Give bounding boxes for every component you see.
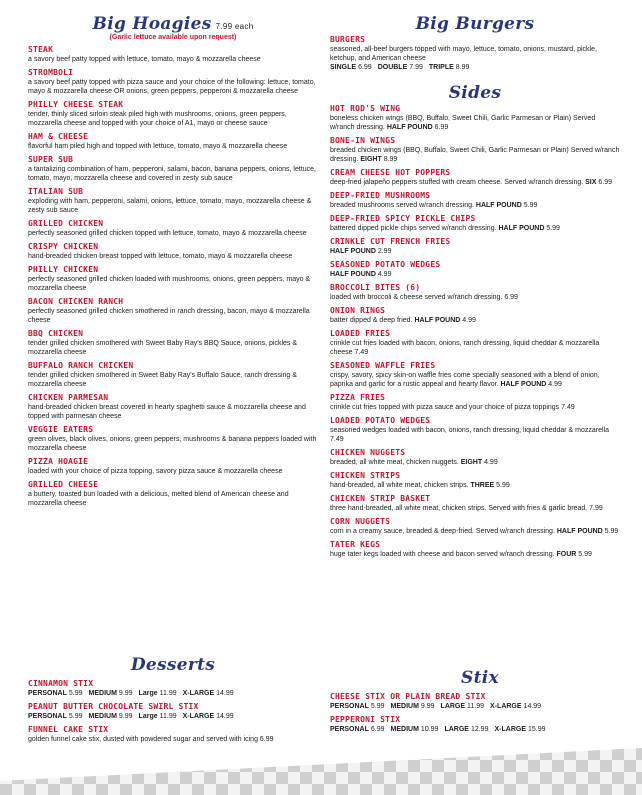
- item-name: CHICKEN NUGGETS: [330, 448, 406, 457]
- item-name: SUPER SUB: [28, 155, 74, 164]
- item-name: CRISPY CHICKEN: [28, 242, 99, 251]
- item-name: STEAK: [28, 45, 54, 54]
- menu-item: [28, 296, 318, 325]
- menu-item: [28, 456, 318, 476]
- burgers-title: Big Burgers: [415, 14, 535, 34]
- size-label: MEDIUM: [88, 713, 117, 720]
- size-label: MEDIUM: [390, 703, 419, 710]
- item-name: PEPPERONI STIX: [330, 715, 401, 724]
- size-label: PERSONAL: [330, 726, 369, 733]
- hoagies-price: 7.99 each: [215, 22, 254, 31]
- size-price: 6.99: [358, 64, 372, 71]
- item-name: CORN NUGGETS: [330, 517, 391, 526]
- side-item: [330, 392, 620, 412]
- size-label: X-LARGE: [490, 703, 522, 710]
- item-desc: [330, 426, 620, 444]
- side-item: [330, 135, 620, 164]
- item-desc: golden funnel cake stix, dusted with powdered sugar and served with icing 6.99: [28, 736, 274, 743]
- hoagies-title: Big Hoagies: [92, 14, 212, 34]
- item-desc: [330, 178, 620, 187]
- size-label: X-LARGE: [182, 713, 215, 720]
- portion-label: HALF POUND: [386, 124, 433, 131]
- item-name: SEASONED WAFFLE FRIES: [330, 361, 436, 370]
- size-label: PERSONAL: [28, 713, 67, 720]
- size-price: 11.99: [159, 713, 177, 720]
- menu-item: [28, 218, 318, 238]
- item-name: GRILLED CHEESE: [28, 480, 99, 489]
- item-price: 8.99: [381, 156, 398, 163]
- item-name: BUFFALO RANCH CHICKEN: [28, 361, 134, 370]
- item-desc: flavorful ham piled high and topped with lettuce, tomato, mayo & mozzarella cheese: [28, 143, 288, 150]
- side-item: [330, 470, 620, 490]
- item-name: CHEESE STIX OR PLAIN BREAD STIX: [330, 692, 486, 701]
- item-desc: tender grilled chicken smothered with Sweet Baby Ray's BBQ Sauce, onions, pickles & mozzarella cheese: [28, 340, 298, 356]
- side-item: [330, 328, 620, 357]
- stix-title: Stix: [461, 668, 499, 688]
- item-name: LOADED POTATO WEDGES: [330, 416, 431, 425]
- right-column: [330, 14, 620, 562]
- item-name: DEEP-FRIED SPICY PICKLE CHIPS: [330, 214, 476, 223]
- portion-label: HALF POUND: [556, 528, 603, 535]
- item-desc: [330, 201, 620, 210]
- item-desc: [330, 371, 620, 389]
- portion-label: HALF POUND: [414, 317, 461, 324]
- item-price: 6.99: [596, 179, 613, 186]
- portion-label: EIGHT: [360, 156, 382, 163]
- side-item: [330, 259, 620, 279]
- item-desc: loaded with your choice of pizza topping, savory pizza sauce & mozzarella cheese: [28, 468, 283, 475]
- item-desc: a savory beef patty topped with lettuce, tomato, mayo & mozzarella cheese: [28, 56, 261, 63]
- item-desc-text: loaded with broccoli & cheese served w/ranch dressing. 6.99: [330, 294, 518, 301]
- size-price: 11.99: [159, 690, 177, 697]
- menu-item: [28, 241, 318, 261]
- item-desc-text: three hand-breaded, all white meat, chicken strips. Served with fries & garlic bread. 7.99: [330, 505, 603, 512]
- item-desc: [330, 527, 620, 536]
- item-name: BBQ CHICKEN: [28, 329, 84, 338]
- item-name: DEEP-FRIED MUSHROOMS: [330, 191, 431, 200]
- size-price: 6.99: [370, 726, 385, 733]
- item-name: BROCCOLI BITES (6): [330, 283, 421, 292]
- item-desc-text: hand-breaded, all white meat, chicken strips.: [330, 482, 471, 489]
- item-name: GRILLED CHICKEN: [28, 219, 104, 228]
- size-price: 11.99: [467, 703, 485, 710]
- size-price: 14.99: [216, 713, 234, 720]
- portion-label: SIX: [585, 179, 597, 186]
- item-desc-text: crinkle cut fries loaded with bacon, onions, ranch dressing, liquid cheddar & mozzarella cheese 7.49: [330, 340, 600, 356]
- menu-item: [28, 328, 318, 357]
- item-name: VEGGIE EATERS: [28, 425, 94, 434]
- sides-title: Sides: [448, 83, 502, 103]
- item-desc: a buttery, toasted bun loaded with a delicious, melted blend of American cheese and mozzarella cheese: [28, 491, 289, 507]
- portion-label: HALF POUND: [330, 271, 376, 278]
- item-desc-text: crinkle cut fries topped with pizza sauce and your choice of pizza toppings 7.49: [330, 404, 575, 411]
- burgers-desc: seasoned, all-beef burgers topped with mayo, lettuce, tomato, onions, mustard, pickle, ketchup, and American cheese: [330, 46, 597, 62]
- burgers-item: [330, 34, 620, 72]
- size-label: X-LARGE: [494, 726, 526, 733]
- item-desc-text: huge tater kegs loaded with cheese and bacon served w/ranch dressing.: [330, 551, 557, 558]
- size-label: TRIPLE: [428, 64, 454, 71]
- item-desc-text: seasoned wedges loaded with bacon, onions, ranch dressing, liquid cheddar & mozzarella 7.49: [330, 427, 610, 443]
- sides-list: [330, 103, 620, 559]
- item-desc: [330, 504, 620, 513]
- item-desc-text: boneless chicken wings (BBQ, Buffalo, Sweet Chili, Garlic Parmesan or Plain) Served w/ranch dressing.: [330, 115, 596, 131]
- item-price: 5.99: [494, 482, 510, 489]
- menu-item: [28, 424, 318, 453]
- portion-label: HALF POUND: [498, 225, 545, 232]
- menu-item: [28, 154, 318, 183]
- item-price: 4.99: [546, 381, 562, 388]
- desserts-title: Desserts: [130, 655, 216, 675]
- stix-item: [330, 714, 630, 734]
- size-label: Large: [138, 690, 158, 697]
- item-price: 5.99: [576, 551, 592, 558]
- menu-item: [28, 131, 318, 151]
- item-desc: [330, 339, 620, 357]
- item-name: LOADED FRIES: [330, 329, 391, 338]
- size-label: PERSONAL: [330, 703, 369, 710]
- side-item: [330, 360, 620, 389]
- side-item: [330, 447, 620, 467]
- side-item: [330, 236, 620, 256]
- item-desc: green olives, black olives, onions, green peppers, mushrooms & banana peppers loaded with mozzarella cheese: [28, 436, 317, 452]
- item-desc: [330, 247, 620, 256]
- size-price: 12.99: [470, 726, 489, 733]
- menu-item: [28, 186, 318, 215]
- size-price: 5.99: [68, 713, 83, 720]
- stix-item: [330, 691, 630, 711]
- item-price: 5.99: [602, 528, 619, 535]
- burger-sizes: [330, 63, 620, 72]
- side-item: [330, 493, 620, 513]
- item-price: 4.99: [482, 459, 498, 466]
- item-desc: [330, 458, 620, 467]
- menu-item: [28, 99, 318, 128]
- portion-label: EIGHT: [460, 459, 483, 466]
- item-name: HAM & CHEESE: [28, 132, 89, 141]
- side-item: [330, 516, 620, 536]
- item-name: PEANUT BUTTER CHOCOLATE SWIRL STIX: [28, 702, 199, 711]
- size-label: LARGE: [444, 726, 469, 733]
- portion-label: FOUR: [556, 551, 577, 558]
- size-row: [330, 725, 630, 734]
- item-name: TATER KEGS: [330, 540, 381, 549]
- size-price: 8.99: [455, 64, 470, 71]
- item-name: BONE-IN WINGS: [330, 136, 396, 145]
- size-row: [330, 702, 630, 711]
- desserts-section: [28, 655, 318, 747]
- item-desc: tender grilled chicken smothered in Sweet Baby Ray's Buffalo Sauce, ranch dressing & mozzarella cheese: [28, 372, 297, 388]
- item-desc: exploding with ham, pepperoni, salami, onions, lettuce, tomato, mayo, mozzarella cheese & zesty sub sauce: [28, 198, 312, 214]
- checkered-border: [0, 748, 642, 795]
- item-desc: [330, 403, 620, 412]
- item-price: 5.99: [544, 225, 560, 232]
- item-price: 2.99: [375, 248, 392, 255]
- size-price: 7.99: [409, 64, 423, 71]
- item-name: BACON CHICKEN RANCH: [28, 297, 124, 306]
- size-price: 9.99: [118, 713, 133, 720]
- menu-item: [28, 479, 318, 508]
- side-item: [330, 539, 620, 559]
- item-desc: tender, thinly sliced sirloin steak piled high with mushrooms, onions, green peppers, mozzarella cheese and topped with your choice of A1, mayo or cheese sauce: [28, 111, 287, 127]
- item-name: PHILLY CHEESE STEAK: [28, 100, 124, 109]
- item-desc: [330, 270, 620, 279]
- size-label: X-LARGE: [182, 690, 215, 697]
- item-desc: perfectly seasoned grilled chicken topped with lettuce, tomato, mayo & mozzarella cheese: [28, 230, 307, 237]
- item-desc: [330, 550, 620, 559]
- menu-item: [28, 67, 318, 96]
- item-name: PIZZA HOAGIE: [28, 457, 89, 466]
- size-price: 9.99: [420, 703, 435, 710]
- item-name: HOT ROD'S WING: [330, 104, 401, 113]
- size-label: MEDIUM: [88, 690, 117, 697]
- item-desc-text: breaded, all white meat, chicken nuggets.: [330, 459, 461, 466]
- item-desc-text: deep-fried jalapeño peppers stuffed with cream cheese. Served w/ranch dressing.: [330, 179, 586, 186]
- menu-item: [28, 392, 318, 421]
- dessert-list: [28, 678, 318, 744]
- hoagies-heading: [28, 14, 318, 34]
- menu-item: [28, 264, 318, 293]
- item-price: 5.99: [521, 202, 538, 209]
- item-desc: hand-breaded chicken breast covered in hearty spaghetti sauce & mozzarella cheese and topped with parmesan cheese: [28, 404, 306, 420]
- size-price: 14.99: [216, 690, 234, 697]
- item-price: 6.99: [432, 124, 449, 131]
- portion-label: THREE: [470, 482, 495, 489]
- menu-item: [28, 44, 318, 64]
- dessert-item: [28, 701, 318, 721]
- size-price: 5.99: [68, 690, 83, 697]
- size-label: MEDIUM: [390, 726, 419, 733]
- size-label: SINGLE: [330, 64, 357, 71]
- size-row: [28, 712, 318, 721]
- size-price: 10.99: [420, 726, 439, 733]
- side-item: [330, 103, 620, 132]
- item-name: CRINKLE CUT FRENCH FRIES: [330, 237, 451, 246]
- item-desc-text: breaded chicken wings (BBQ, Buffalo, Sweet Chili, Garlic Parmesan or Plain) Served w/ranch dressing.: [330, 147, 620, 163]
- item-desc: [330, 146, 620, 164]
- dessert-item: [28, 678, 318, 698]
- side-item: [330, 305, 620, 325]
- size-label: LARGE: [440, 703, 466, 710]
- item-desc-text: crispy, savory, spicy skin-on waffle fries come specially seasoned with a blend of onion, paprika and garlic for a rustic appeal and hearty flavor.: [330, 372, 600, 388]
- item-desc: a savory beef patty topped with pizza sauce and your choice of the following: lettuce, tomato, mayo & mozzarella cheese OR onions, green peppers, pepperoni & mozzarella cheese: [28, 79, 316, 95]
- size-price: 15.99: [527, 726, 546, 733]
- item-name: FUNNEL CAKE STIX: [28, 725, 109, 734]
- item-desc-text: battered dipped pickle chips served w/ranch dressing.: [330, 225, 499, 232]
- side-item: [330, 167, 620, 187]
- item-desc-text: breaded mushrooms served w/ranch dressing.: [330, 202, 476, 209]
- item-desc: [330, 481, 620, 490]
- item-name: PIZZA FRIES: [330, 393, 386, 402]
- side-item: [330, 415, 620, 444]
- item-name: PHILLY CHICKEN: [28, 265, 99, 274]
- stix-section: [330, 668, 630, 737]
- size-row: [28, 689, 318, 698]
- item-desc: [330, 293, 620, 302]
- item-desc: [330, 224, 620, 233]
- side-item: [330, 190, 620, 210]
- size-label: Large: [138, 713, 158, 720]
- size-price: 14.99: [523, 703, 542, 710]
- item-desc: [330, 114, 620, 132]
- side-item: [330, 213, 620, 233]
- hoagie-list: [28, 44, 318, 508]
- item-name: CHICKEN STRIP BASKET: [330, 494, 431, 503]
- item-name: ONION RINGS: [330, 306, 386, 315]
- item-name: ITALIAN SUB: [28, 187, 84, 196]
- item-desc: perfectly seasoned grilled chicken loaded with mushrooms, onions, green peppers, mayo & mozzarella cheese: [28, 276, 311, 292]
- portion-label: HALF POUND: [475, 202, 522, 209]
- menu-item: [28, 360, 318, 389]
- dessert-item: [28, 724, 318, 744]
- size-label: PERSONAL: [28, 690, 67, 697]
- side-item: [330, 282, 620, 302]
- size-price: 9.99: [118, 690, 133, 697]
- item-name: CHICKEN STRIPS: [330, 471, 401, 480]
- item-name: CREAM CHEESE HOT POPPERS: [330, 168, 451, 177]
- item-name: CHICKEN PARMESAN: [28, 393, 109, 402]
- stix-list: [330, 691, 630, 734]
- item-desc: [330, 316, 620, 325]
- item-desc: perfectly seasoned grilled chicken smothered in ranch dressing, bacon, mayo & mozzarella cheese: [28, 308, 310, 324]
- portion-label: HALF POUND: [500, 381, 547, 388]
- item-name: SEASONED POTATO WEDGES: [330, 260, 441, 269]
- item-name: STROMBOLI: [28, 68, 74, 77]
- item-price: 4.99: [375, 271, 392, 278]
- size-label: DOUBLE: [377, 64, 408, 71]
- item-desc-text: corn in a creamy sauce, breaded & deep-fried. Served w/ranch dressing.: [330, 528, 557, 535]
- item-desc: hand-breaded chicken breast topped with lettuce, tomato, mayo & mozzarella cheese: [28, 253, 293, 260]
- size-price: 5.99: [370, 703, 385, 710]
- item-desc: a tantalizing combination of ham, pepperoni, salami, bacon, banana peppers, onions, lettuce, tomato, mayo, mozzarella cheese and covered in zesty sub sauce: [28, 166, 316, 182]
- item-price: 4.99: [460, 317, 476, 324]
- hoagies-note: (Garlic lettuce available upon request): [109, 34, 237, 41]
- burgers-name: BURGERS: [330, 35, 366, 44]
- item-name: CINNAMON STIX: [28, 679, 94, 688]
- portion-label: HALF POUND: [330, 248, 376, 255]
- hoagies-section: [28, 14, 318, 511]
- item-desc-text: batter dipped & deep fried.: [330, 317, 415, 324]
